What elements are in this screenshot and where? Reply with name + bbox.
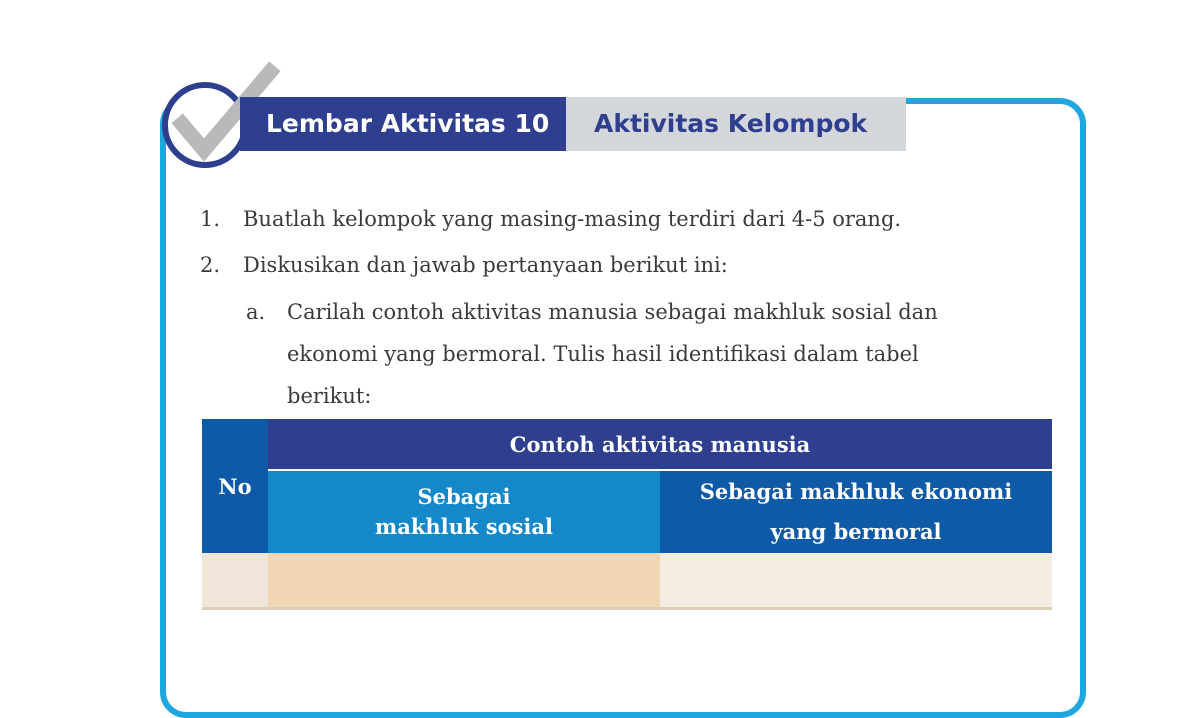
column-header-economic-line: yang bermoral (770, 519, 942, 544)
instruction-text: Buatlah kelompok yang masing-masing terdiri dari 4-5 orang. (243, 207, 902, 231)
column-header-no: No (202, 419, 268, 553)
column-header-economic-line: Sebagai makhluk ekonomi (699, 479, 1013, 504)
column-group-header: Contoh aktivitas manusia (268, 419, 1052, 470)
instruction-number: 2. (200, 253, 221, 277)
sub-item-line: Carilah contoh aktivitas manusia sebagai makhluk sosial dan (287, 300, 938, 324)
table-cell-economic[interactable] (660, 553, 1052, 609)
instruction-text: Diskusikan dan jawab pertanyaan berikut ini: (243, 253, 728, 277)
column-header-social-line: Sebagai (417, 484, 511, 509)
table-cell-social[interactable] (268, 553, 660, 609)
column-header-economic (660, 470, 1052, 553)
column-header-social (268, 470, 660, 553)
activity-table (202, 419, 1052, 610)
page-title: Lembar Aktivitas 10 (240, 97, 566, 151)
page-subtitle: Aktivitas Kelompok (566, 97, 906, 151)
instruction-number: 1. (200, 207, 221, 231)
table-cell-no[interactable] (202, 553, 268, 609)
table-row (202, 553, 1052, 609)
sub-item-letter: a. (246, 300, 266, 324)
sub-item-line: ekonomi yang bermoral. Tulis hasil identifikasi dalam tabel (287, 342, 919, 366)
sub-item-line: berikut: (287, 384, 372, 408)
column-header-social-line: makhluk sosial (375, 514, 553, 539)
